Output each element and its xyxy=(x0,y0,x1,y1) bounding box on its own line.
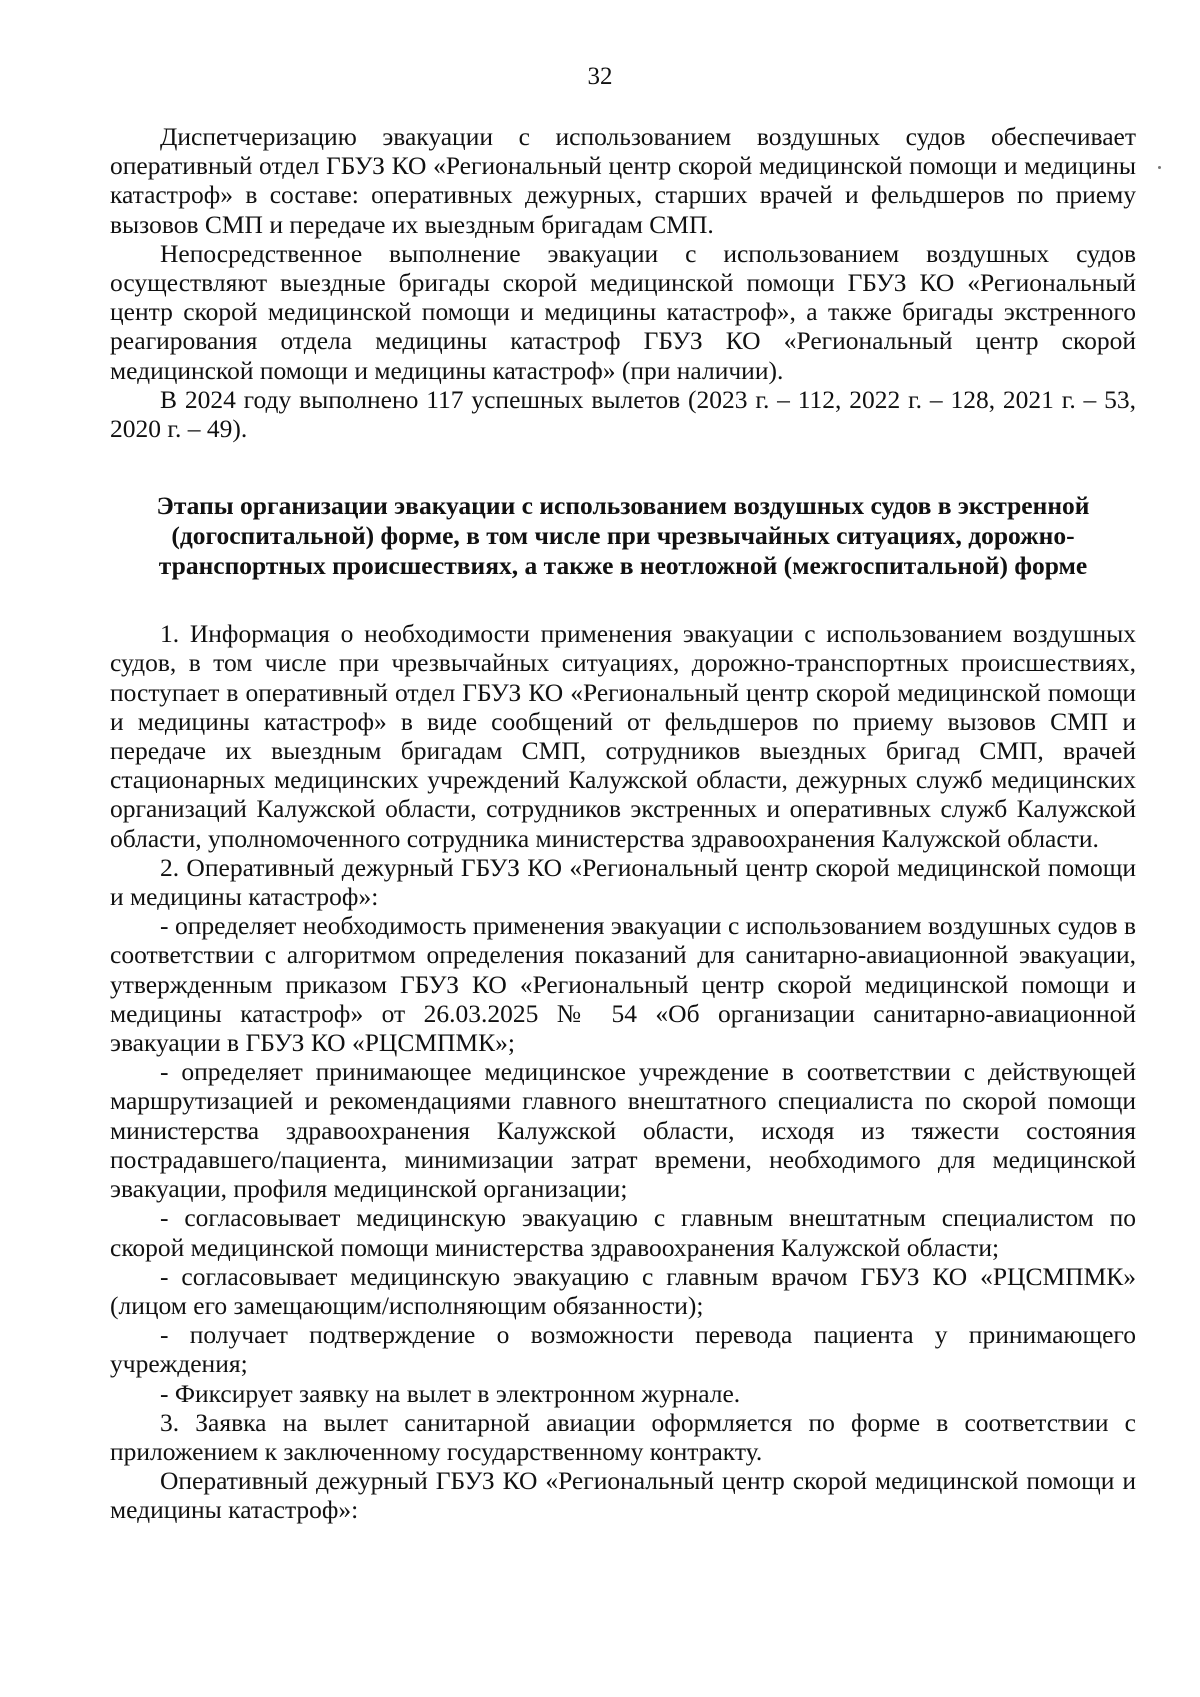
list-item-agree-chief: - согласовывает медицинскую эвакуацию с главным врачом ГБУЗ КО «РЦСМПМК» (лицом его замещающим/исполняющим обязанности); xyxy=(110,1261,1136,1320)
list-item-confirmation: - получает подтверждение о возможности перевода пациента у принимающего учреждения; xyxy=(110,1320,1136,1379)
paragraph-dispatching: Диспетчеризацию эвакуации с использованием воздушных судов обеспечивает оперативный отдел ГБУЗ КО «Региональный центр скорой медицинской помощи и медицины катастроф» в составе: оперативных дежурных, старших врачей и фельдшеров по приему вызовов СМП и передаче их выездным бригадам СМП. xyxy=(110,122,1136,239)
paragraph-statistics: В 2024 году выполнено 117 успешных вылетов (2023 г. – 112, 2022 г. – 128, 2021 г. – 53, 2020 г. – 49). xyxy=(110,384,1136,444)
paragraph-operational-duty: Оперативный дежурный ГБУЗ КО «Региональный центр скорой медицинской помощи и медицины катастроф»: xyxy=(110,1466,1136,1525)
list-item-log-request: - Фиксирует заявку на вылет в электронном журнале. xyxy=(160,1378,741,1408)
list-item-determine-necessity: - определяет необходимость применения эвакуации с использованием воздушных судов в соответствии с алгоритмом определения показаний для санитарно-авиационной эвакуации, утвержденным приказом ГБУЗ КО «Региональный центр скорой медицинской помощи и медицины катастроф» от 26.03.2025 № 54 «Об организации санитарно-авиационной эвакуации в ГБУЗ КО «РЦСМПМК»; xyxy=(110,911,1136,1058)
list-item-agree-specialist: - согласовывает медицинскую эвакуацию с главным внештатным специалистом по скорой медицинской помощи министерства здравоохранения Калужской области; xyxy=(110,1203,1136,1262)
section-heading: Этапы организации эвакуации с использованием воздушных судов в экстренной (догоспитальной) форме, в том числе при чрезвычайных ситуациях, дорожно-транспортных происшествиях, а также в неотложной (межгоспитальной) форме xyxy=(156,491,1090,581)
scan-speck xyxy=(1158,166,1161,169)
paragraph-step-1: 1. Информация о необходимости применения эвакуации с использованием воздушных судов, в том числе при чрезвычайных ситуациях, дорожно-транспортных происшествиях, поступает в оперативный отдел ГБУЗ КО «Региональный центр скорой медицинской помощи и медицины катастроф» в виде сообщений от фельдшеров по приему вызовов СМП и передаче их выездным бригадам СМП, сотрудников выездных бригад СМП, врачей стационарных медицинских учреждений Калужской области, дежурных служб медицинских организаций Калужской области, сотрудников экстренных и оперативных служб Калужской области, уполномоченного сотрудника министерства здравоохранения Калужской области. xyxy=(110,619,1136,853)
paragraph-step-2: 2. Оперативный дежурный ГБУЗ КО «Региональный центр скорой медицинской помощи и медицины катастроф»: xyxy=(110,852,1136,912)
page-body xyxy=(110,122,1136,1525)
page-number: 32 xyxy=(587,63,613,90)
paragraph-step-3: 3. Заявка на вылет санитарной авиации оформляется по форме в соответствии с приложением к заключенному государственному контракту. xyxy=(110,1407,1136,1466)
list-item-determine-receiving: - определяет принимающее медицинское учреждение в соответствии с действующей маршрутизацией и рекомендациями главного внештатного специалиста по скорой помощи министерства здравоохранения Калужской области, исходя из тяжести состояния пострадавшего/пациента, минимизации затрат времени, необходимого для медицинской эвакуации, профиля медицинской организации; xyxy=(110,1057,1136,1204)
paragraph-execution: Непосредственное выполнение эвакуации с использованием воздушных судов осуществляют выездные бригады скорой медицинской помощи ГБУЗ КО «Региональный центр скорой медицинской помощи и медицины катастроф», а также бригады экстренного реагирования отдела медицины катастроф ГБУЗ КО «Региональный центр скорой медицинской помощи и медицины катастроф» (при наличии). xyxy=(110,238,1136,385)
